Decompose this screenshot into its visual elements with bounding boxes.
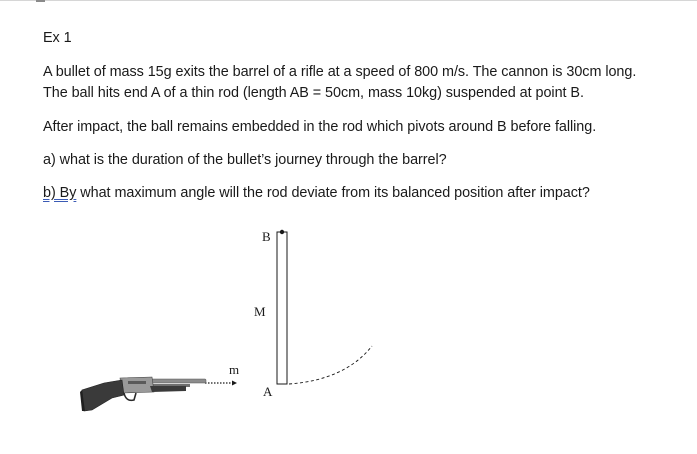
label-A: A — [263, 384, 273, 399]
label-m: m — [229, 362, 240, 377]
exercise-heading: Ex 1 — [43, 30, 72, 46]
question-b-text: what maximum angle will the rod deviate from its balanced position after impact? — [76, 185, 590, 201]
label-M: M — [254, 304, 266, 319]
spellcheck-flagged-text[interactable]: b) By — [43, 185, 77, 201]
swing-arc — [289, 346, 372, 384]
question-a: a) what is the duration of the bullet’s journey through the barrel? — [43, 152, 447, 168]
label-B: B — [262, 229, 271, 244]
pivot-point — [280, 230, 284, 234]
problem-line-1: A bullet of mass 15g exits the barrel of a rifle at a speed of 800 m/s. The cannon is 30cm long. — [43, 64, 637, 80]
problem-line-3: After impact, the ball remains embedded in the rod which pivots around B before falling. — [43, 119, 597, 135]
problem-line-2: The ball hits end A of a thin rod (length AB = 50cm, mass 10kg) suspended at point B. — [43, 85, 584, 101]
bullet-icon — [232, 381, 237, 386]
rod — [277, 232, 287, 384]
rifle-icon — [80, 377, 206, 411]
